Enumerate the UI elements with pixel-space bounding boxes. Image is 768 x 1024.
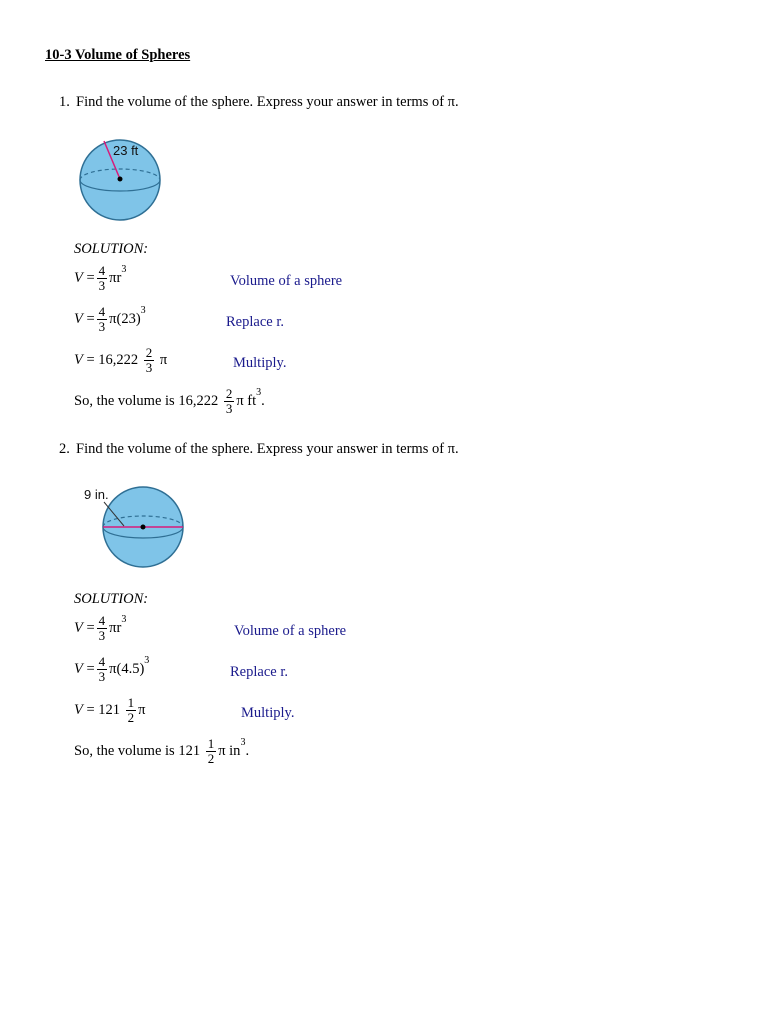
question-number: 1. xyxy=(59,94,70,110)
conclusion: So, the volume is 16,222 $\frac{2}{3}$ π ft $^3$ . xyxy=(74,386,265,416)
page-title: 10-3 Volume of Spheres xyxy=(45,47,191,63)
step-note: Volume of a sphere xyxy=(230,273,343,289)
solution-label: SOLUTION: xyxy=(74,591,149,607)
center-point xyxy=(141,525,146,530)
solution-step: V = $\frac{4}{3}$ πr $^3$ xyxy=(74,613,127,643)
step-note: Volume of a sphere xyxy=(234,623,347,639)
radius-label: 23 ft xyxy=(113,143,139,158)
solution-label: SOLUTION: xyxy=(74,241,149,257)
question-prompt: Find the volume of the sphere. Express your answer in terms of π. xyxy=(76,94,459,110)
sphere-figure xyxy=(78,482,193,577)
step-note: Replace r. xyxy=(230,664,288,680)
diameter-label: 9 in. xyxy=(84,487,109,502)
solution-step: V = 121 $\frac{1}{2}$ π xyxy=(74,695,146,725)
step-note: Replace r. xyxy=(226,314,284,330)
question-prompt: Find the volume of the sphere. Express your answer in terms of π. xyxy=(76,441,459,457)
conclusion: So, the volume is 121 $\frac{1}{2}$ π in $^3$ . xyxy=(74,736,250,766)
solution-step: V = $\frac{4}{3}$ πr $^3$ xyxy=(74,263,127,293)
solution-step: V = $\frac{4}{3}$ π(4.5) $^3$ xyxy=(74,654,150,684)
step-note: Multiply. xyxy=(233,355,287,371)
solution-step: V = $\frac{4}{3}$ π(23) $^3$ xyxy=(74,304,146,334)
sphere-figure xyxy=(75,135,170,227)
step-note: Multiply. xyxy=(241,705,295,721)
question-number: 2. xyxy=(59,441,70,457)
solution-step: V = 16,222 $\frac{2}{3}$ π xyxy=(74,345,168,375)
center-point xyxy=(118,177,123,182)
